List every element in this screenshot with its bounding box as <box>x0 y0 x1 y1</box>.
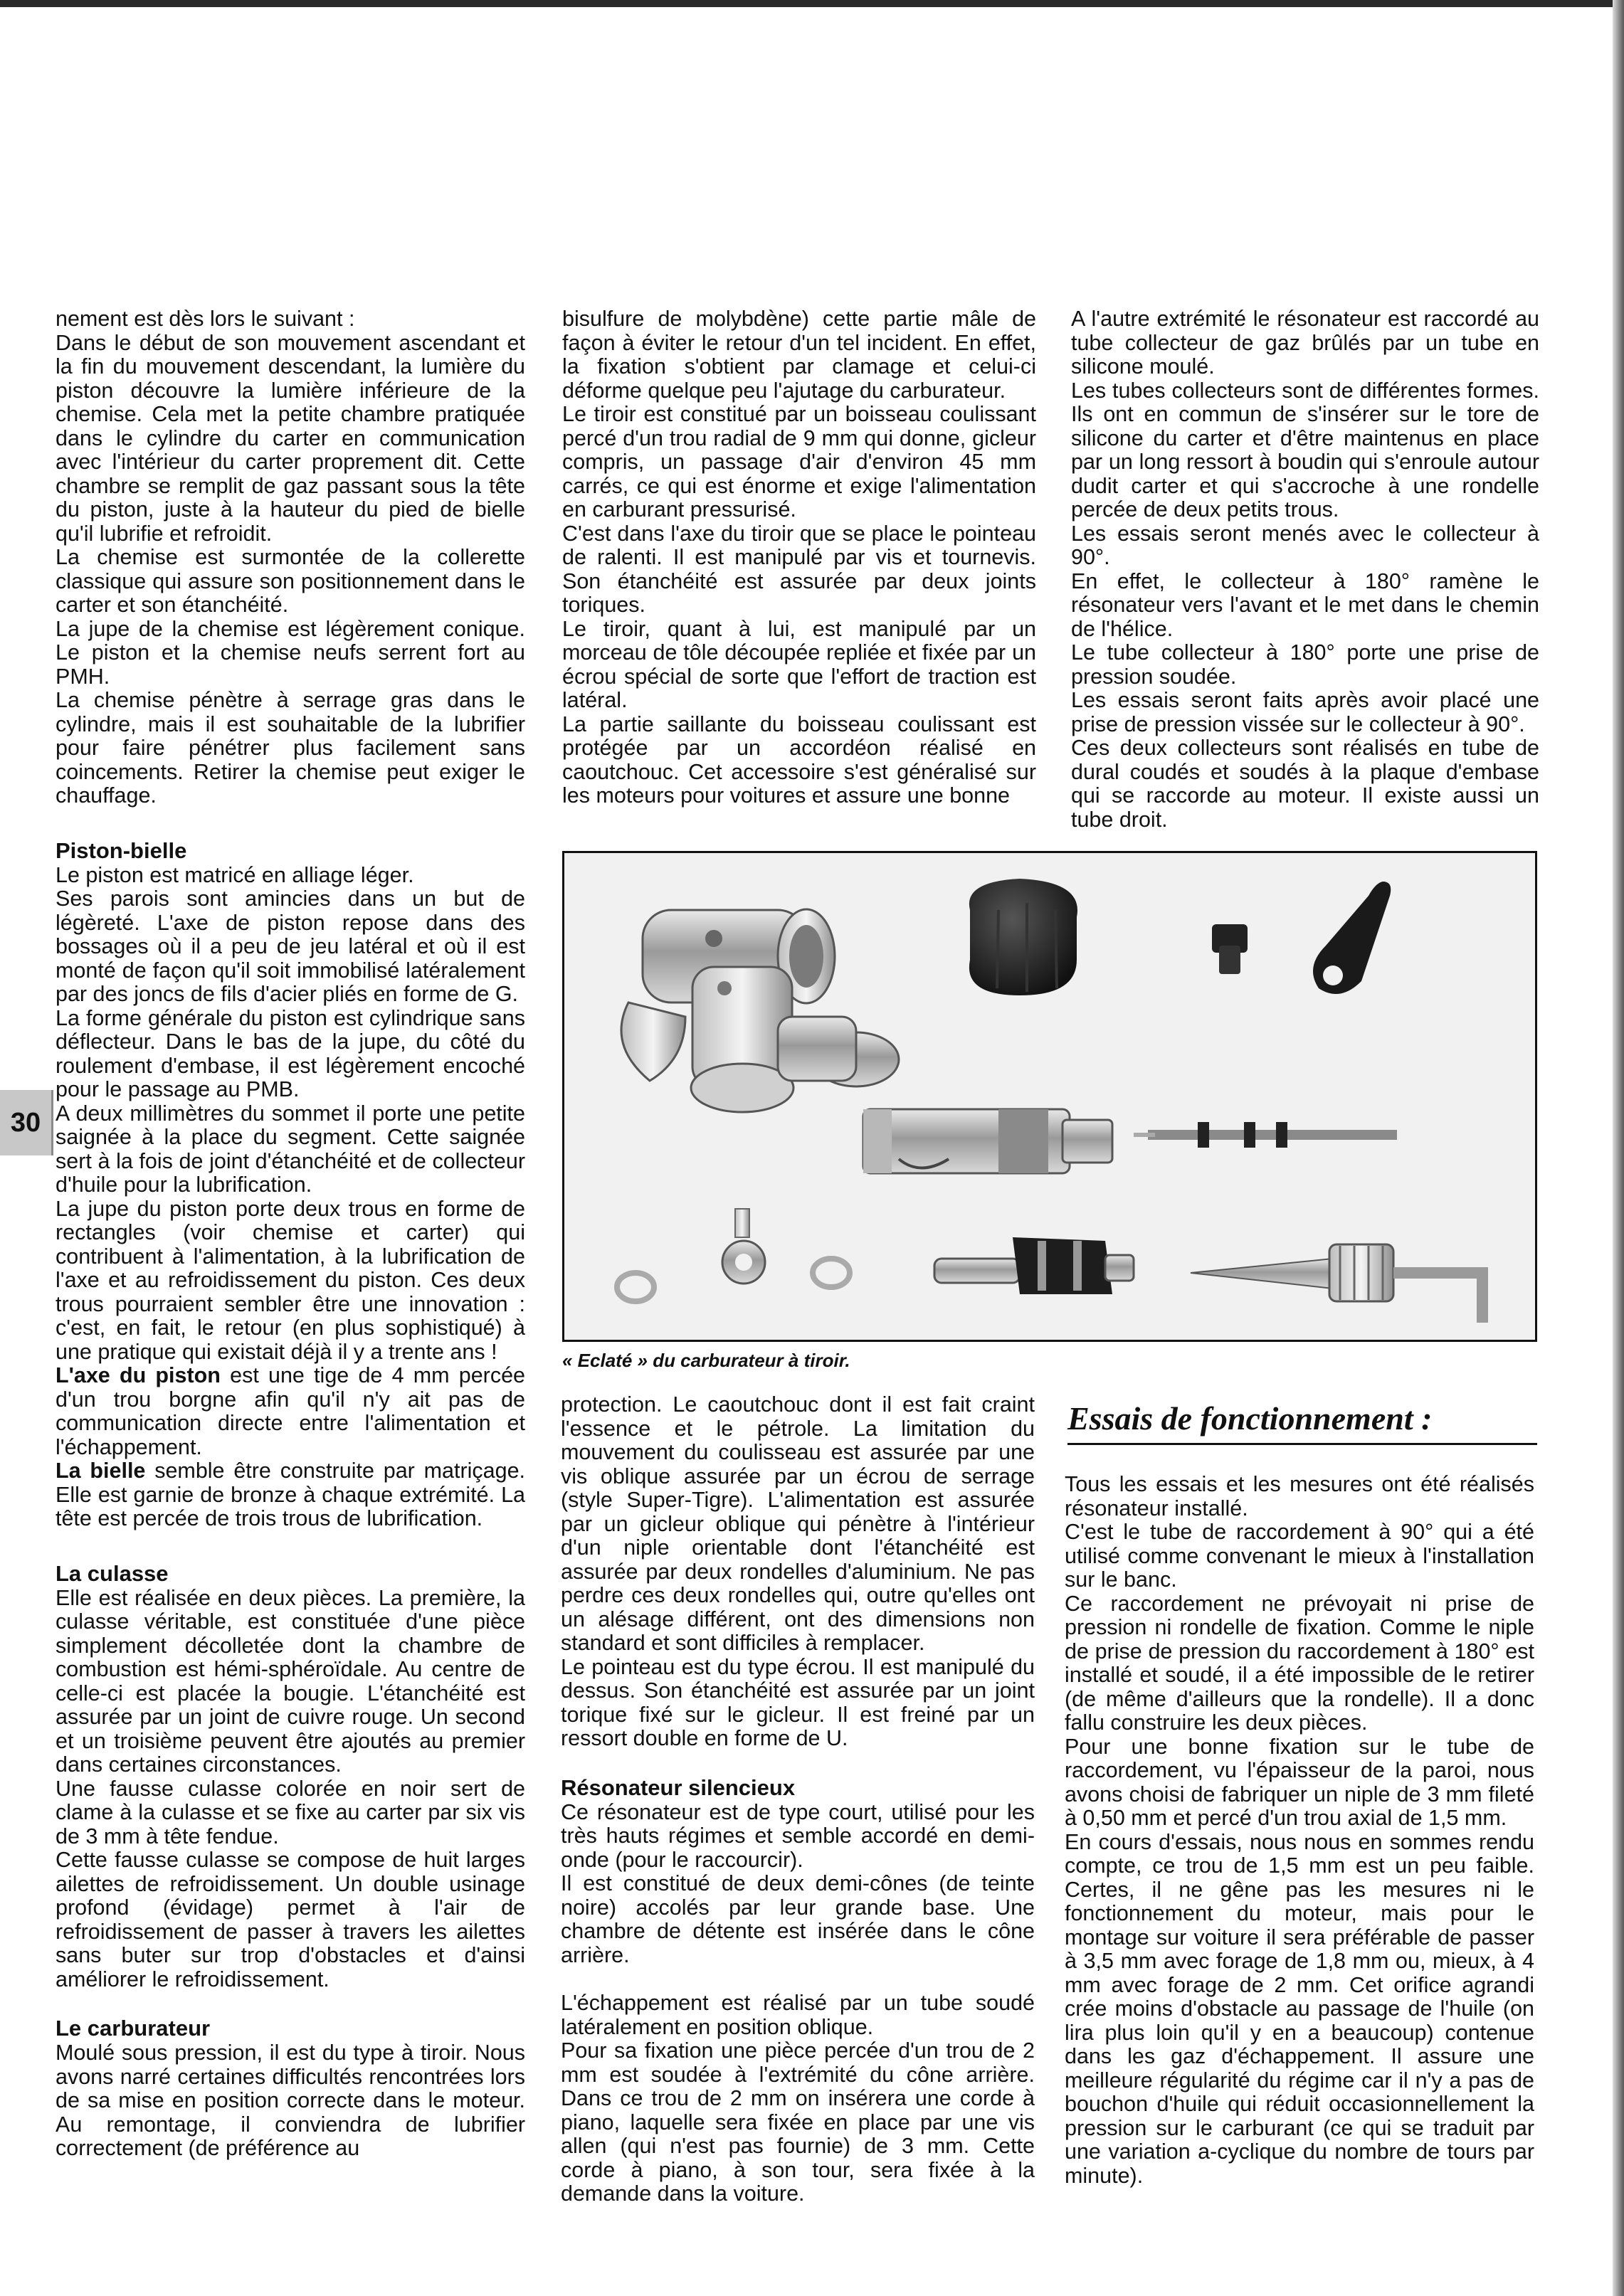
paragraph: L'échappement est réalisé par un tube soudé latéralement en position oblique. <box>561 1991 1035 2039</box>
paragraph: A deux millimètres du sommet il porte une petite saignée à la place du segment. Cette saignée sert à la fois de joint d'étanchéité et de collecteur d'huile pour la lubrification. <box>56 1101 525 1197</box>
paragraph: A l'autre extrémité le résonateur est raccordé au tube collecteur de gaz brûlés par un tube en silicone moulé. <box>1071 307 1539 379</box>
main-needle <box>1191 1244 1482 1323</box>
column-middle-top <box>562 307 1036 808</box>
column-left <box>56 307 525 2161</box>
paragraph: Le pointeau est du type écrou. Il est manipulé du dessus. Son étanchéité est assurée par un joint torique fixé sur le gicleur. Il est freiné par un ressort double en forme de U. <box>561 1654 1035 1750</box>
paragraph: La jupe du piston porte deux trous en forme de rectangles (voir chemise et carter) qui contribuent à l'alimentation, à la lubrification de l'axe et au refroidissement du piston. Ces deux trous pourraient sembler être une innovation : c'est, en fait, le retour (en plus sophistiqué) à une pratique qui existait déjà il y a trente ans ! <box>56 1196 525 1364</box>
scan-edge-right <box>1613 0 1624 2296</box>
paragraph: Une fausse culasse colorée en noir sert de clame à la culasse et se fixe au carter par six vis de 3 mm à tête fendue. <box>56 1776 525 1848</box>
slide-barrel <box>863 1109 1112 1173</box>
paragraph: En cours d'essais, nous nous en sommes rendu compte, ce trou de 1,5 mm est un peu faible. Certes, il ne gêne pas les mesures ni le fonctionnement du moteur, mais pour le montage sur voiture il sera préférable de passer à 3,5 mm avec forage de 1,8 mm ou, mieux, à 4 mm avec forage de 2 mm. Cet orifice agrandi crée moins d'obstacle au passage de l'huile (on lira plus loin qu'il y en a beaucoup) contenue dans les gaz d'échappement. Il assure une meilleure régularité du régime car il n'y a pas de bouchon d'huile qui réduit occasionnellement la pression sur le carburant (ce qui se traduit par une variation a-cyclique du nombre de tours par minute). <box>1065 1829 1534 2188</box>
idle-needle <box>1134 1122 1397 1148</box>
jet-assembly <box>934 1237 1134 1294</box>
paragraph: Tous les essais et les mesures ont été réalisés résonateur installé. <box>1065 1472 1534 1520</box>
paragraph: Les essais seront menés avec le collecteur à 90°. <box>1071 521 1539 569</box>
rubber-boot <box>969 879 1077 995</box>
section-heading-carburateur: Le carburateur <box>56 2016 211 2041</box>
section-heading-piston-bielle: Piston-bielle <box>56 837 187 863</box>
paragraph: protection. Le caoutchouc dont il est fait craint l'essence et le pétrole. La limitation du mouvement du coulisseau est assurée par une vis oblique assurée par un écrou de serrage (style Super-Tigre). L'alimentation est assurée par un gicleur oblique qui pénètre à l'intérieur d'un niple orientable dont l'étanchéité est assurée par deux rondelles d'aluminium. Ne pas perdre ces deux rondelles qui, outre qu'elles ont un alésage différent, ont des dimensions non standard et sont difficiles à remplacer. <box>561 1392 1035 1655</box>
paragraph: Les essais seront faits après avoir placé une prise de pression vissée sur le collecteur à 90°. <box>1071 688 1539 736</box>
washers-and-nipple <box>617 1209 850 1301</box>
carburetor-parts-illustration <box>564 853 1535 1340</box>
paragraph: Moulé sous pression, il est du type à tiroir. Nous avons narré certaines difficultés rencontrées lors de sa mise en position correcte dans le moteur. Au remontage, il conviendra de lubrifier correctement (de préférence au <box>56 2041 525 2160</box>
paragraph: Le piston est matricé en alliage léger. <box>56 862 414 887</box>
photo-caption: « Eclaté » du carburateur à tiroir. <box>562 1350 850 1371</box>
paragraph-text: est une tige de 4 mm percée d'un trou borgne afin qu'il n'y ait pas de communication directe entre l'alimentation et l'échappement. <box>56 1363 526 1459</box>
bold-term: La bielle <box>56 1459 146 1483</box>
bold-term: L'axe du piston <box>56 1363 221 1387</box>
paragraph: Cette fausse culasse se compose de huit larges ailettes de refroidissement. Un double usinage profond (évidage) permet à l'air de refroidissement de passer à travers les ailettes sans buter sur trop d'obstacles et d'ainsi améliorer le refroidissement. <box>56 1848 525 1991</box>
column-right-top <box>1071 307 1539 832</box>
throttle-arm <box>1313 882 1391 994</box>
paragraph: Pour sa fixation une pièce percée d'un trou de 2 mm est soudée à l'extrémité du cône arrière. Dans ce trou de 2 mm on insérera une corde à piano, laquelle sera fixée en place par une vis allen (qui n'est pas fournie) de 3 mm. Cette corde à piano, à son tour, sera fixée à la demande dans la voiture. <box>561 2038 1035 2206</box>
paragraph: C'est le tube de raccordement à 90° qui a été utilisé comme convenant le mieux à l'installation sur le banc. <box>1065 1520 1534 1592</box>
scan-edge-top <box>0 0 1624 7</box>
paragraph: En effet, le collecteur à 180° ramène le résonateur vers l'avant et le met dans le chemin de l'hélice. <box>1071 568 1539 641</box>
section-heading-resonateur: Résonateur silencieux <box>561 1774 796 1800</box>
paragraph: La partie saillante du boisseau coulissant est protégée par un accordéon réalisé en caoutchouc. Cet accessoire s'est généralisé sur les moteurs pour voitures et assure une bonne <box>562 711 1036 808</box>
carburetor-exploded-photo <box>562 851 1537 1342</box>
paragraph: C'est dans l'axe du tiroir que se place le pointeau de ralenti. Il est manipulé par vis et tournevis. Son étanchéité est assurée par deux joints toriques. <box>562 521 1036 617</box>
paragraph: La forme générale du piston est cylindrique sans déflecteur. Dans le bas de la jupe, du côté du roulement d'embase, il est légèrement encoché pour le passage au PMB. <box>56 1005 525 1101</box>
paragraph: Dans le début de son mouvement ascendant et la fin du mouvement descendant, la lumière du piston découvre la lumière inférieure de la chemise. Cela met la petite chambre pratiquée dans le cylindre du carter en communication avec l'intérieur du carter proprement dit. Cette chambre se remplit de gaz passant sous la tête du piston, juste à la hauteur du pied de bielle qu'il lubrifie et refroidit. <box>56 330 525 546</box>
paragraph <box>56 1364 525 1459</box>
paragraph: Les tubes collecteurs sont de différentes formes. Ils ont en commun de s'insérer sur le tore de silicone du carter et d'être maintenus en place par un long ressort à boudin qui s'enroule autour dudit carter et qui s'accroche à une rondelle percée de deux petits trous. <box>1071 378 1539 522</box>
column-right-bottom <box>1065 1473 1534 2188</box>
paragraph <box>56 1459 525 1531</box>
paragraph: Le tiroir est constitué par un boisseau coulissant percé d'un trou radial de 9 mm qui donne, gicleur compris, un passage d'air d'environ 45 mm carrés, ce qui est énorme et exige l'alimentation en carburant pressurisé. <box>562 402 1036 522</box>
paragraph: La chemise pénètre à serrage gras dans le cylindre, mais il est souhaitable de la lubrifier pour faire pénétrer plus facilement sans coincements. Retirer la chemise peut exiger le chauffage. <box>56 688 525 808</box>
page-number-tab <box>0 1090 53 1155</box>
paragraph: La chemise est surmontée de la collerette classique qui assure son positionnement dans le carter et son étanchéité. <box>56 545 525 617</box>
small-nut <box>1212 924 1248 974</box>
paragraph: Le tube collecteur à 180° porte une prise de pression soudée. <box>1071 640 1539 689</box>
paragraph: Elle est réalisée en deux pièces. La première, la culasse véritable, est constituée d'une pièce simplement décolletée dont la chambre de combustion est hémi-sphéroïdale. Au centre de celle-ci est placée la bougie. L'étanchéité est assurée par un joint de cuivre rouge. Un second et un troisième peuvent être ajoutés au premier dans certaines circonstances. <box>56 1585 525 1777</box>
paragraph: Ce résonateur est de type court, utilisé pour les très hauts régimes et semble accordé en demi-onde (pour le raccourcir). <box>561 1799 1035 1872</box>
paragraph: Ces deux collecteurs sont réalisés en tube de dural coudés et soudés à la plaque d'embase qui se raccorde au moteur. Il existe aussi un tube droit. <box>1071 736 1539 832</box>
paragraph: La jupe de la chemise est légèrement conique. Le piston et la chemise neufs serrent fort au PMH. <box>56 616 525 689</box>
column-middle-bottom <box>561 1393 1035 2206</box>
carburetor-body <box>621 909 899 1112</box>
paragraph: Il est constitué de deux demi-cônes (de teinte noire) accolés par leur grande base. Une chambre de détente est insérée dans le cône arrière. <box>561 1871 1035 1967</box>
paragraph: Ce raccordement ne prévoyait ni prise de pression ni rondelle de fixation. Comme le niple de prise de pression du raccordement à 180° est installé et soudé, il a été impossible de le retirer (de même d'ailleurs que la rondelle). Il a donc fallu construire les deux pièces. <box>1065 1591 1534 1735</box>
essais-heading: Essais de fonctionnement : <box>1067 1400 1537 1445</box>
paragraph: bisulfure de molybdène) cette partie mâle de façon à éviter le retour d'un tel incident. En effet, la fixation s'obtient par clamage et celui-ci déforme quelque peu l'ajutage du carburateur. <box>562 307 1036 403</box>
section-heading-culasse: La culasse <box>56 1560 169 1586</box>
paragraph: nement est dès lors le suivant : <box>56 307 355 331</box>
paragraph-text: semble être construite par matriçage. Elle est garnie de bronze à chaque extrémité. La tête est percée de trois trous de lubrification. <box>56 1459 526 1530</box>
paragraph: Pour une bonne fixation sur le tube de raccordement, vu l'épaisseur de la paroi, nous avons choisi de fabriquer un niple de 3 mm fileté à 0,50 mm et percé d'un trou axial de 1,5 mm. <box>1065 1734 1534 1830</box>
page-number: 30 <box>10 1107 41 1138</box>
paragraph: Le tiroir, quant à lui, est manipulé par un morceau de tôle découpée repliée et fixée par un écrou spécial de sorte que l'effort de traction est latéral. <box>562 616 1036 712</box>
paragraph: Ses parois sont amincies dans un but de légèreté. L'axe de piston repose dans des bossages où il a peu de jeu latéral et où il est monté de façon qu'il soit immobilisé latéralement par des joncs de fils d'acier pliés en forme de G. <box>56 887 525 1006</box>
